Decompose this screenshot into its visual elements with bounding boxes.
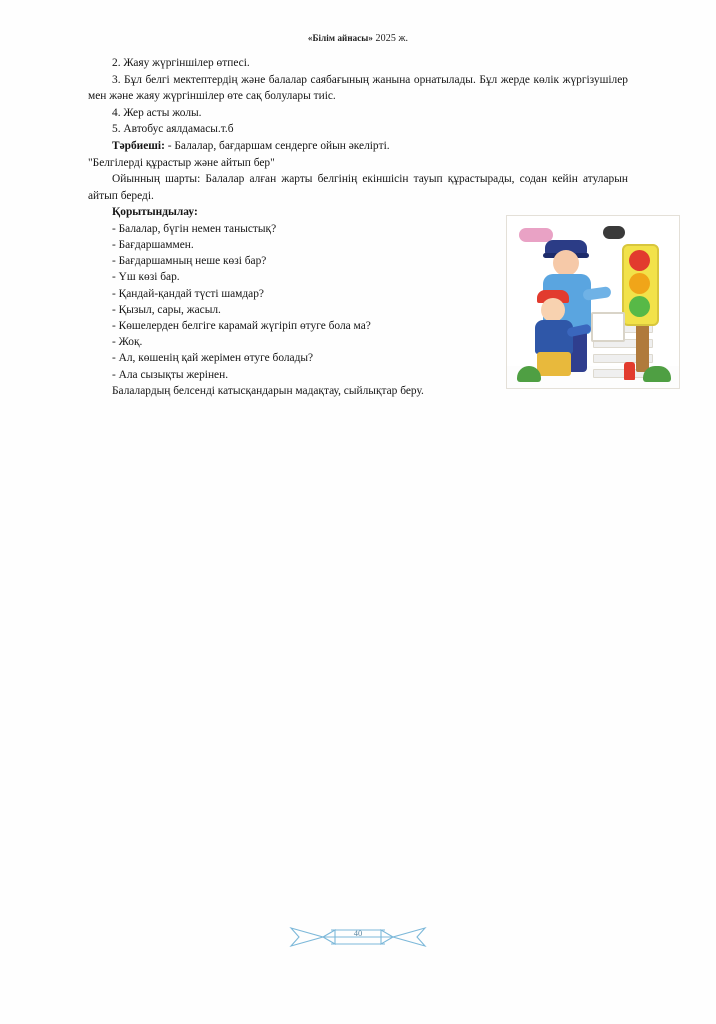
- footer-ornament: [0, 922, 716, 952]
- teacher-text: - Балалар, бағдаршам сендерге ойын әкелipті.: [164, 139, 390, 152]
- teacher-label: Тәрбиеші:: [112, 139, 165, 152]
- body-line-5: 5. Автобус аялдамасы.т.б: [112, 123, 234, 136]
- qa-line: - Балалар, бүгін немен таныстық?: [112, 222, 277, 235]
- page-number: 40: [353, 928, 363, 938]
- body-line-2: 2. Жаяу жүргіншілер өтпесі.: [112, 57, 250, 69]
- qa-line: - Көшелерден белгіге карамай жүгіріп өтуге бола ма?: [112, 320, 371, 332]
- qa-line: - Жоқ.: [112, 336, 143, 349]
- body-line-3: 3. Бұл белгі мектептердің және балалар саябағының жанына орнатылады. Бұл жерде көлік жүргізушілер мен және жаяу жүргіншілер өте сақ болулары тиіс.: [88, 73, 628, 102]
- traffic-light-red: [629, 250, 650, 271]
- journal-title: «Білім айнасы»: [307, 33, 374, 43]
- traffic-light-amber: [629, 273, 650, 294]
- game-title: "Белгілерді құрастыр және айтып бер": [88, 156, 275, 169]
- bush-icon-right: [643, 366, 671, 382]
- qa-line: - Қызыл, сары, жасыл.: [112, 303, 221, 316]
- traffic-light-green: [629, 296, 650, 317]
- body-line-4: 4. Жер асты жолы.: [112, 106, 202, 119]
- closing-paragraph: Балалардың белсенді катысқандарын мадақтау, сыйлықтар беру.: [112, 384, 424, 397]
- qa-line: - Ала сызықты жерінен.: [112, 368, 229, 381]
- qa-line: - Ал, көшенің қай жерімен өтуге болады?: [112, 352, 314, 365]
- journal-year: 2025 ж.: [375, 33, 409, 44]
- qa-line: - Бағдаршамның неше көзі бар?: [112, 255, 267, 268]
- qa-line: - Бағдаршаммен.: [112, 239, 194, 252]
- document-body: [88, 55, 628, 399]
- summary-label: Қорытындылау:: [112, 206, 198, 219]
- qa-line: - Үш көзі бар.: [112, 271, 180, 284]
- qa-line: - Қандай-қандай түсті шамдар?: [112, 287, 264, 300]
- page-header: [0, 33, 716, 44]
- summary-heading: [88, 204, 628, 220]
- game-rules: Ойынның шарты: Балалар алған жарты белгінің екіншісін тауып құрастырады, содан кейін атуларын айтып береді.: [88, 173, 628, 202]
- teacher-paragraph: [88, 138, 628, 154]
